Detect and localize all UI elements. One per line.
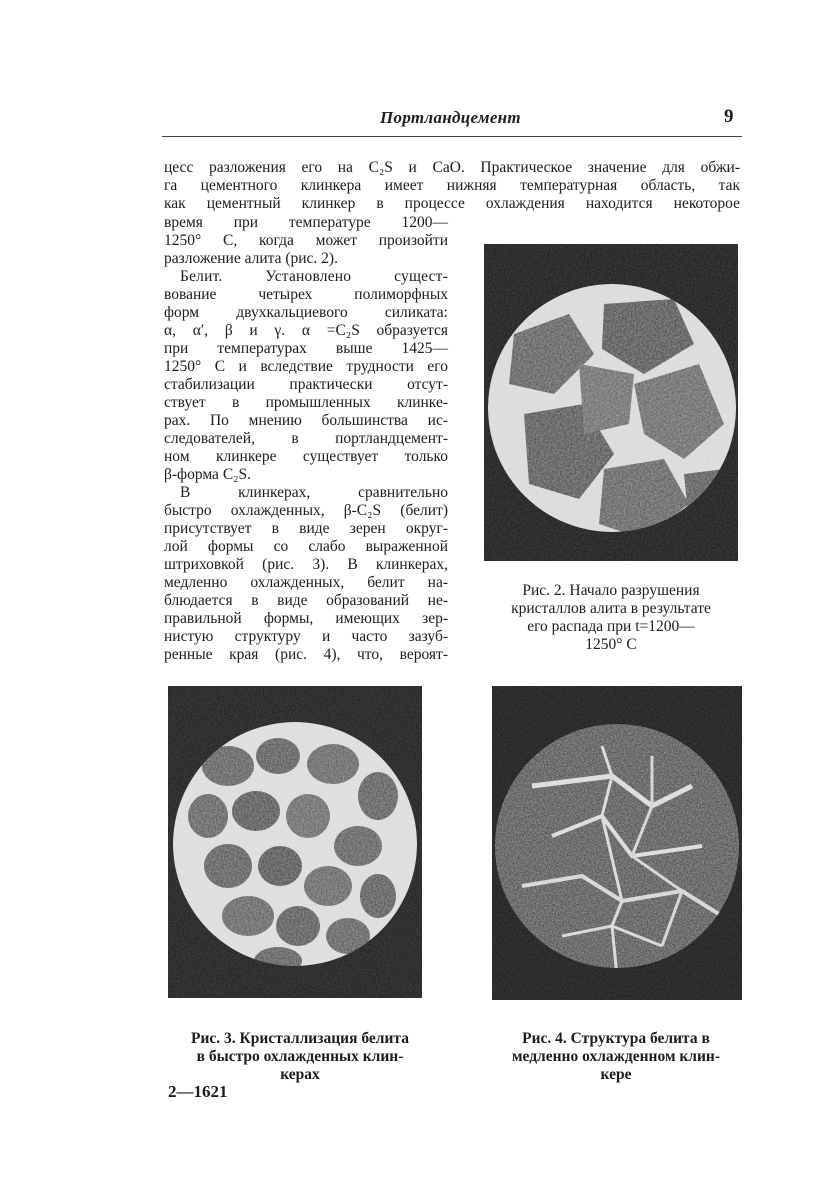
column-line: Белит. Установлено сущест- [180, 268, 448, 285]
column-line: стабилизации практически отсут- [164, 376, 448, 393]
figure-3-caption [164, 1030, 436, 1084]
column-line: лой формы со слабо выраженной [164, 538, 448, 555]
column-line: форм двухкальциевого силиката: [164, 304, 448, 321]
column-line: α, α′, β и γ. α =C₂S образуется [164, 322, 448, 339]
column-line: вование четырех полиморфных [164, 286, 448, 303]
running-title: Портландцемент [380, 108, 521, 127]
intro-line: га цементного клинкера имеет нижняя температурная область, так [164, 177, 740, 194]
column-line: разложение алита (рис. 2). [164, 250, 338, 267]
column-line: 1250° С, когда может произойти [164, 232, 448, 249]
column-line: ренные края (рис. 4), что, вероят- [164, 646, 448, 663]
column-line: В клинкерах, сравнительно [180, 484, 448, 501]
caption-line: керах [280, 1066, 320, 1083]
figure-2-caption [470, 582, 752, 654]
column-line: следователей, в портландцемент- [164, 430, 448, 447]
caption-line: Рис. 2. Начало разрушения [522, 582, 700, 599]
signature-mark: 2—1621 [168, 1082, 228, 1101]
page-number: 9 [724, 106, 734, 127]
column-line: ствует в промышленных клинке- [164, 394, 448, 411]
caption-line: 1250° С [585, 636, 637, 653]
column-line: правильной формы, имеющих зер- [164, 610, 448, 627]
caption-line: Рис. 4. Структура белита в [522, 1030, 710, 1047]
column-line: при температурах выше 1425— [164, 340, 448, 357]
intro-line: как цементный клинкер в процессе охлаждения находится некоторое [164, 195, 740, 212]
figure-4-image [492, 686, 742, 1000]
caption-line: кере [600, 1066, 632, 1083]
column-line: нистую структуру и часто зазуб- [164, 628, 448, 645]
caption-line: кристаллов алита в результате [511, 600, 711, 617]
column-line: присутствует в виде зерен округ- [164, 520, 448, 537]
figure-3-image [168, 686, 422, 998]
column-line: рах. По мнению большинства ис- [164, 412, 448, 429]
caption-line: Рис. 3. Кристаллизация белита [191, 1030, 409, 1047]
caption-line: медленно охлажденном клин- [511, 1048, 721, 1065]
header-rule [162, 136, 742, 137]
column-line: ном клинкере существует только [164, 448, 448, 465]
column-line: время при температуре 1200— [164, 214, 448, 231]
column-line: медленно охлажденных, белит на- [164, 574, 448, 591]
column-line: блюдается в виде образований не- [164, 592, 448, 609]
caption-line: в быстро охлажденных клин- [196, 1048, 404, 1065]
column-line: β-форма C₂S. [164, 466, 252, 483]
column-line: штриховкой (рис. 3). В клинкерах, [164, 556, 448, 573]
figure-2-image [484, 244, 738, 561]
caption-line: его распада при t=1200— [527, 618, 695, 635]
column-line: быстро охлажденных, β-C₂S (белит) [164, 502, 448, 519]
figure-4-caption [484, 1030, 748, 1084]
intro-line: цесс разложения его на C₂S и CaO. Практическое значение для обжи- [164, 159, 740, 176]
column-line: 1250° С и вследствие трудности его [164, 358, 448, 375]
